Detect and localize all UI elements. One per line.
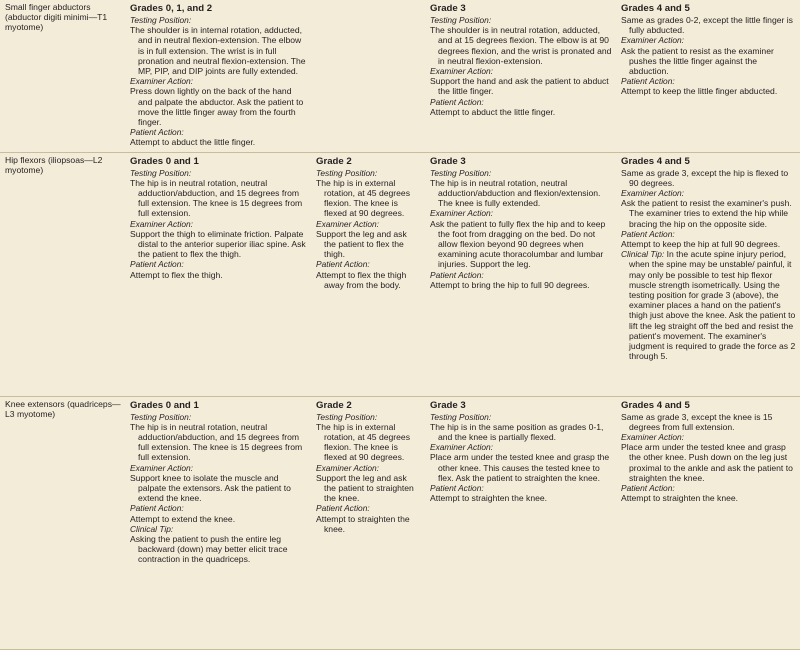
section-label: Testing Position: [430, 167, 492, 178]
grade-cell [125, 396, 311, 649]
grade-cell [311, 0, 425, 152]
section-label: Examiner Action: [621, 432, 684, 443]
muscle-name: Hip flexors (iliopsoas—L2 myotome) [5, 154, 103, 175]
grade-cell [425, 396, 616, 649]
section-text: Attempt to straighten the knee. [430, 493, 548, 504]
section-text: Support knee to isolate the muscle and palpate the extensors. Ask the patient to extend the knee. [130, 472, 291, 504]
grade-cell [311, 152, 425, 396]
grade-title: Grade 3 [430, 3, 466, 14]
section-text: Place arm under the tested knee and grasp the other knee. Push down on the leg just proximal to the ankle and ask the patient to straighten the knee. [621, 442, 793, 483]
section-text: Attempt to flex the thigh. [130, 269, 223, 280]
section-text: Same as grade 3, except the hip is flexed to 90 degrees. [621, 167, 789, 188]
section-text: Attempt to keep the hip at full 90 degrees. [621, 239, 781, 250]
grade-title: Grade 3 [430, 155, 466, 167]
grade-title: Grades 0 and 1 [130, 155, 199, 167]
section-label: Examiner Action: [430, 442, 493, 453]
section-text: Support the leg and ask the patient to flex the thigh. [316, 228, 407, 260]
grade-title: Grades 0 and 1 [130, 399, 199, 411]
section-text: Support the thigh to eliminate friction. Palpate distal to the anterior superior iliac spine. Ask the patient to flex the thigh. [130, 228, 306, 260]
section-label: Patient Action: [430, 269, 484, 280]
grade-cell [425, 0, 616, 152]
grade-title: Grade 2 [316, 155, 352, 167]
grade-cell [125, 152, 311, 396]
section-label: Examiner Action: [130, 218, 193, 229]
section-text: The hip is in the same position as grades 0-1, and the knee is partially flexed. [430, 421, 604, 443]
section-label: Examiner Action: [430, 66, 493, 77]
section-text: Support the hand and ask the patient to abduct the little finger. [430, 76, 609, 97]
section-text: The hip is in external rotation, at 45 degrees flexion. The knee is flexed at 90 degrees. [316, 421, 410, 463]
section-text: Support the leg and ask the patient to straighten the knee. [316, 472, 414, 504]
section-text: Attempt to flex the thigh away from the body. [316, 269, 407, 290]
section-text: Attempt to abduct the little finger. [430, 106, 556, 117]
section-label: Testing Position: [130, 411, 192, 422]
section-text: Attempt to abduct the little finger. [130, 137, 256, 148]
section-label: Patient Action: [130, 127, 184, 138]
section-text: Ask the patient to resist the examiner's push. The examiner tries to extend the hip while bracing the hip on the opposite side. [621, 198, 792, 229]
section-text: The shoulder is in internal rotation, adducted, and in neutral flexion-extension. The elbow is in full extension. The wrist is in full pronation and neutral flexion-extension. The MP, PIP, and DIP joints are fully extended. [130, 25, 306, 77]
section-label: Patient Action: [130, 503, 184, 514]
section-label: Testing Position: [430, 411, 492, 422]
section-text: Ask the patient to fully flex the hip and to keep the foot from dragging on the bed. Do not allow flexion beyond 90 degrees when examining acute thoracolumbar and lumbar injuries. Support the leg. [430, 218, 606, 270]
grade-title: Grades 4 and 5 [621, 399, 690, 411]
grade-title: Grades 4 and 5 [621, 155, 690, 167]
section-label: Testing Position: [316, 167, 378, 178]
section-label: Patient Action: [430, 96, 484, 107]
section-label: Patient Action: [130, 259, 184, 270]
grade-cell [616, 152, 800, 396]
section-label: Testing Position: [130, 167, 192, 178]
section-label: Examiner Action: [621, 35, 684, 46]
section-text: Attempt to straighten the knee. [621, 493, 739, 504]
section-label: Examiner Action: [430, 208, 493, 219]
section-label: Patient Action: [621, 483, 675, 494]
section-label: Examiner Action: [130, 76, 193, 87]
clinical-tip [621, 249, 796, 361]
grade-title: Grade 2 [316, 399, 352, 411]
section-text: The hip is in neutral rotation, neutral adduction/abduction, and 15 degrees from full extension. The knee is 15 degrees from full extension. [130, 421, 303, 463]
section-text: Place arm under the tested knee and grasp the other knee. This causes the tested knee to flex. Ask the patient to straighten the knee. [430, 452, 610, 483]
grade-cell [425, 152, 616, 396]
section-label: Testing Position: [430, 15, 492, 25]
table-row [0, 152, 800, 396]
section-text: The hip is in neutral rotation, neutral adduction/abduction, and 15 degrees from full extension. The knee is 15 degrees from full extension. [130, 177, 303, 219]
section-label: Clinical Tip: [130, 523, 174, 534]
table-row [0, 396, 800, 649]
section-label: Testing Position: [316, 411, 378, 422]
grade-title: Grades 0, 1, and 2 [130, 3, 213, 14]
table-row [0, 0, 800, 152]
section-text: In the acute spine injury period, when the spine may be unstable/ painful, it may only be possible to test hip flexor muscle strength isometrically. Using the testing position for grade 3 (above), the examiner places a hand on the patient's thigh just above the knee. Ask the patient to lift the leg straight off the bed and resist the patient's movement. The examiner's judgment is required to grade the force as 2 through 5. [629, 249, 796, 362]
section-text: Asking the patient to push the entire leg backward (down) may better elicit trace contraction in the quadriceps. [130, 534, 288, 565]
section-label: Examiner Action: [316, 218, 379, 229]
section-label: Examiner Action: [316, 462, 379, 473]
section-text: Same as grades 0-2, except the little finger is fully abducted. [621, 15, 793, 36]
section-label: Patient Action: [316, 503, 370, 514]
section-text: The shoulder is in neutral rotation, adducted, and at 15 degrees flexion. The elbow is at 90 degrees flexion, and the wrist is pronated and in neutral flexion-extension. [430, 25, 612, 66]
section-text: Attempt to keep the little finger abducted. [621, 86, 778, 97]
section-text: The hip is in neutral rotation, neutral adduction/abduction and flexion/extension. The knee is fully extended. [430, 177, 601, 209]
section-label: Patient Action: [316, 259, 370, 270]
section-label: Clinical Tip: [621, 249, 665, 260]
section-label: Examiner Action: [621, 188, 684, 199]
section-text: Attempt to straighten the knee. [316, 513, 410, 534]
grade-title: Grades 4 and 5 [621, 3, 690, 14]
section-text: Attempt to extend the knee. [130, 513, 236, 524]
section-text: Same as grade 3, except the knee is 15 degrees from full extension. [621, 411, 773, 432]
grade-cell [616, 0, 800, 152]
muscle-name: Knee extensors (quadriceps—L3 myotome) [5, 398, 121, 419]
section-label: Patient Action: [621, 228, 675, 239]
grade-cell [616, 396, 800, 649]
section-text: Press down lightly on the back of the hand and palpate the abductor. Ask the patient to move the little finger away from the fourth finger. [130, 86, 304, 128]
muscle-name: Small finger abductors (abductor digiti minimi—T1 myotome) [5, 2, 108, 33]
section-label: Patient Action: [430, 483, 484, 494]
grade-cell [125, 0, 311, 152]
grade-title: Grade 3 [430, 399, 466, 411]
section-label: Testing Position: [130, 15, 192, 25]
section-label: Examiner Action: [130, 462, 193, 473]
section-text: Attempt to bring the hip to full 90 degrees. [430, 279, 590, 290]
section-text: Ask the patient to resist as the examiner pushes the little finger against the abduction. [621, 45, 774, 77]
grade-cell [311, 396, 425, 649]
section-label: Patient Action: [621, 76, 675, 87]
section-text: The hip is in external rotation, at 45 degrees flexion. The knee is flexed at 90 degrees. [316, 177, 410, 219]
